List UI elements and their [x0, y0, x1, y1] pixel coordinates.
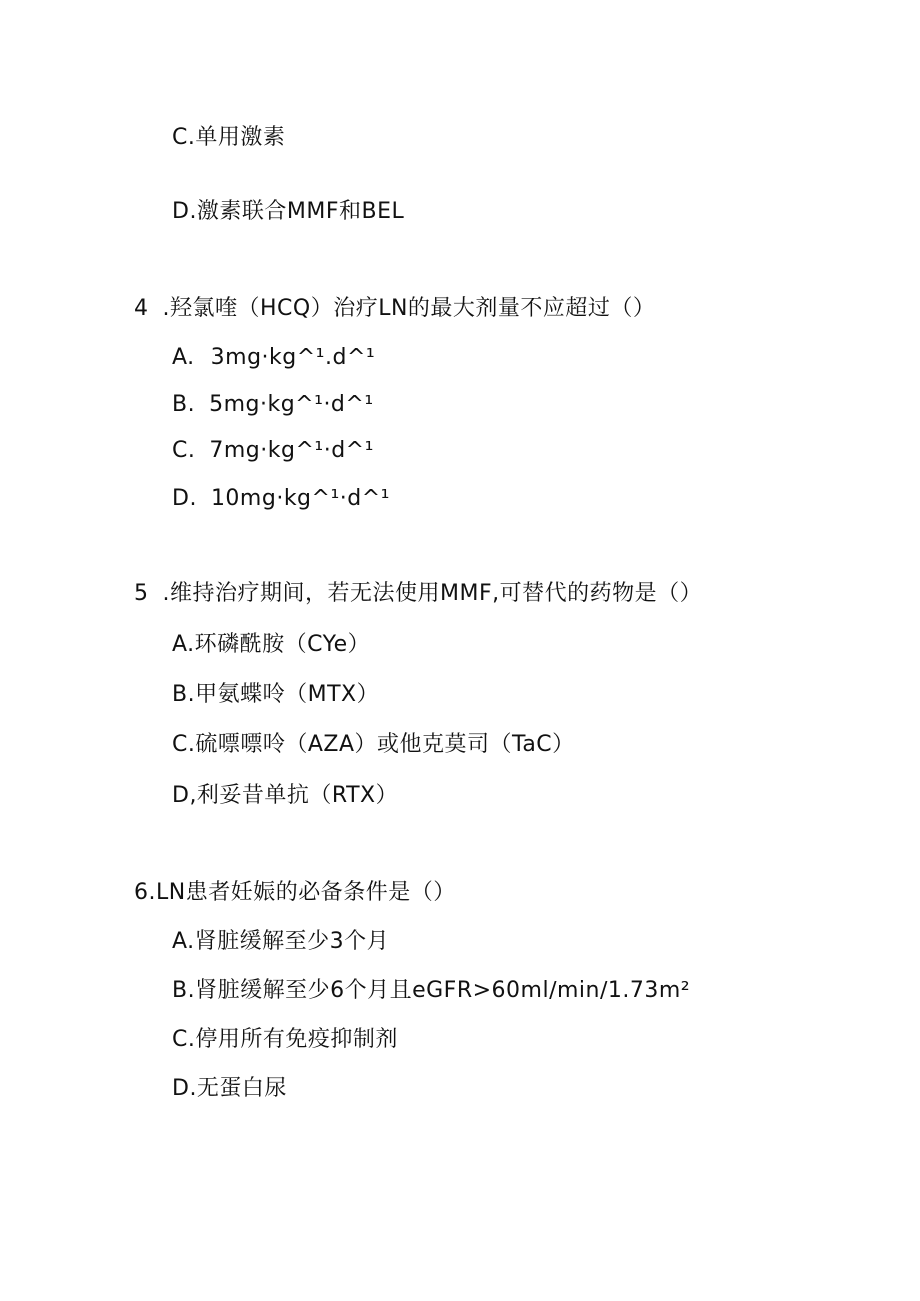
q4-option-d — [172, 485, 390, 513]
q5-option-c: C.硫嘌嘌呤（AZA）或他克莫司（TaC） — [172, 732, 575, 757]
q4-option-b-text: 5mg·kg^¹·d^¹ — [209, 392, 374, 417]
q4-number: 4 — [134, 296, 149, 321]
q5-option-a: A.环磷酰胺（CYe） — [172, 632, 371, 657]
q4-option-d-letter: D. — [172, 486, 197, 511]
q4-option-b — [172, 391, 374, 419]
q6-option-b: B.肾脏缓解至少6个月且eGFR>60ml∕min∕1.73m² — [172, 978, 691, 1003]
q5-number: 5 — [134, 581, 149, 606]
q6-stem: 6.LN患者妊娠的必备条件是（） — [134, 880, 456, 905]
q4-option-a-text: 3mg·kg^¹.d^¹ — [210, 345, 376, 370]
q4-option-c-letter: C. — [172, 438, 196, 463]
q4-option-c — [172, 437, 374, 465]
q6-option-a: A.肾脏缓解至少3个月 — [172, 929, 390, 954]
q4-option-d-text: 10mg·kg^¹·d^¹ — [210, 486, 390, 511]
q6-option-c: C.停用所有免疫抑制剂 — [172, 1027, 398, 1052]
q3-option-c: C.单用激素 — [172, 125, 286, 150]
q3-option-d: D.激素联合MMF和BEL — [172, 199, 405, 224]
q5-stem-text: .维持治疗期间，若无法使用MMF,可替代的药物是（） — [162, 581, 703, 606]
q4-option-a-letter: A. — [172, 345, 195, 370]
q5-option-b: B.甲氨蝶呤（MTX） — [172, 682, 380, 707]
q4-option-b-letter: B. — [172, 392, 196, 417]
q4-stem — [134, 295, 655, 323]
q6-option-d: D.无蛋白尿 — [172, 1076, 287, 1101]
q4-option-c-text: 7mg·kg^¹·d^¹ — [209, 438, 374, 463]
q5-stem — [134, 580, 702, 608]
q5-option-d: D,利妥昔单抗（RTX） — [172, 783, 399, 808]
q4-option-a — [172, 344, 375, 372]
q4-stem-text: .羟氯喹（HCQ）治疗LN的最大剂量不应超过（） — [162, 296, 656, 321]
